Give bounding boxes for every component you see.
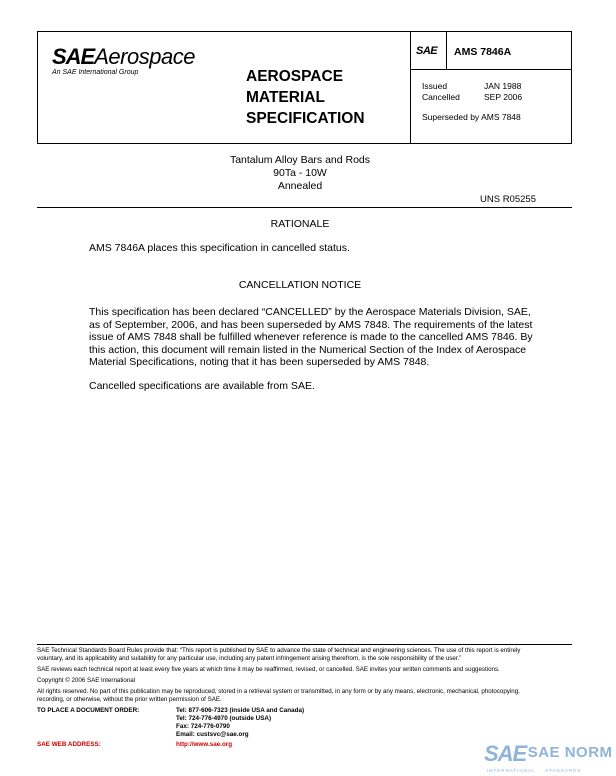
header-divider [410,31,411,144]
order-phone-domestic: Tel: 877-606-7323 (inside USA and Canada) [176,707,305,714]
title-line-composition: 90Ta - 10W [273,167,327,179]
uns-number: UNS R05255 [480,194,536,205]
sae-norm-watermark [484,741,616,767]
footer-line: All rights reserved. No part of this publication may be reproduced, stored in a retrieval system or transmitted, in any form or by any means, electronic, mechanical, photocopying, [37,688,520,695]
doc-type-line: AEROSPACE [246,68,344,85]
header-top-border [37,31,572,32]
paragraph-line: this action, this document will remain listed in the Numerical Section of the Index of Aerospace [89,343,527,356]
watermark-international: INTERNATIONAL [487,768,536,773]
order-contacts [176,707,304,739]
watermark-brand: SAE [484,741,527,766]
watermark-name: SAE NORM [527,744,613,761]
header-left-border [37,31,38,144]
web-address-label: SAE WEB ADDRESS: [37,741,101,748]
paragraph-line: as of September, 2006, and has been superseded by AMS 7848. The requirements of the latest [89,318,533,331]
cancelled-date: SEP 2006 [484,92,523,102]
order-phone-international: Tel: 724-776-4970 (outside USA) [176,715,272,722]
doc-type-line: SPECIFICATION [246,110,365,127]
copyright-notice: Copyright © 2006 SAE International [37,677,136,684]
document-type [246,66,365,129]
doc-number-divider [410,69,572,70]
superseded-by: Superseded by AMS 7848 [422,112,521,122]
rationale-heading: RATIONALE [270,218,330,230]
footer-line: recording, or otherwise, without the prior written permission of SAE. [37,696,222,703]
sae-aerospace-logo [52,44,195,70]
logo-subtitle: An SAE International Group [52,69,139,76]
order-email[interactable]: Email: custsvc@sae.org [176,731,249,738]
availability-note: Cancelled specifications are available from SAE. [89,380,315,392]
issued-label: Issued [422,81,448,91]
title-separator [37,207,572,208]
issued-date: JAN 1988 [484,81,522,91]
cancelled-label: Cancelled [422,92,460,102]
doc-type-line: MATERIAL [246,89,325,106]
document-number: AMS 7846A [454,46,512,58]
paragraph-line: Material Specifications, noting that it has been superseded by AMS 7848. [89,356,430,368]
board-rules-notice [37,647,520,663]
order-fax: Fax: 724-776-0790 [176,723,230,730]
small-logo-divider [446,31,447,69]
cancellation-heading: CANCELLATION NOTICE [238,279,362,291]
review-notice: SAE reviews each technical report at least every five years at which time it may be reaffirmed, revised, or cancelled. SAE invites your written comments and suggestions. [37,666,500,673]
footer-line: voluntary, and its applicability and suitability for any particular use, including any patent infringement arising therefrom, is the sole responsibility of the user.” [37,655,462,662]
logo-brand: SAE [52,44,95,69]
paragraph-line: This specification has been declared “CANCELLED” by the Aerospace Materials Division, SAE, [89,306,531,318]
order-label: TO PLACE A DOCUMENT ORDER: [37,707,140,714]
title-line-material: Tantalum Alloy Bars and Rods [229,154,371,166]
cancellation-paragraph [89,306,533,369]
footer-separator [37,644,572,645]
header-right-border [571,31,572,144]
rationale-text: AMS 7846A places this specification in cancelled status. [89,242,350,254]
paragraph-line: issue of AMS 7848 shall be fulfilled whenever reference is made to the cancelled AMS 7846. By [89,331,533,343]
web-address-link[interactable]: http://www.sae.org [176,741,233,748]
rights-notice [37,688,520,704]
header-bottom-border [37,143,572,144]
title-line-condition: Annealed [277,180,323,192]
watermark-standards: STANDARDS [545,768,582,773]
footer-line: SAE Technical Standards Board Rules provide that: “This report is published by SAE to advance the state of technical and engineering sciences. The use of this report is entirely [37,647,521,654]
small-sae-logo: SAE [416,45,438,57]
logo-product: Aerospace [94,44,195,69]
